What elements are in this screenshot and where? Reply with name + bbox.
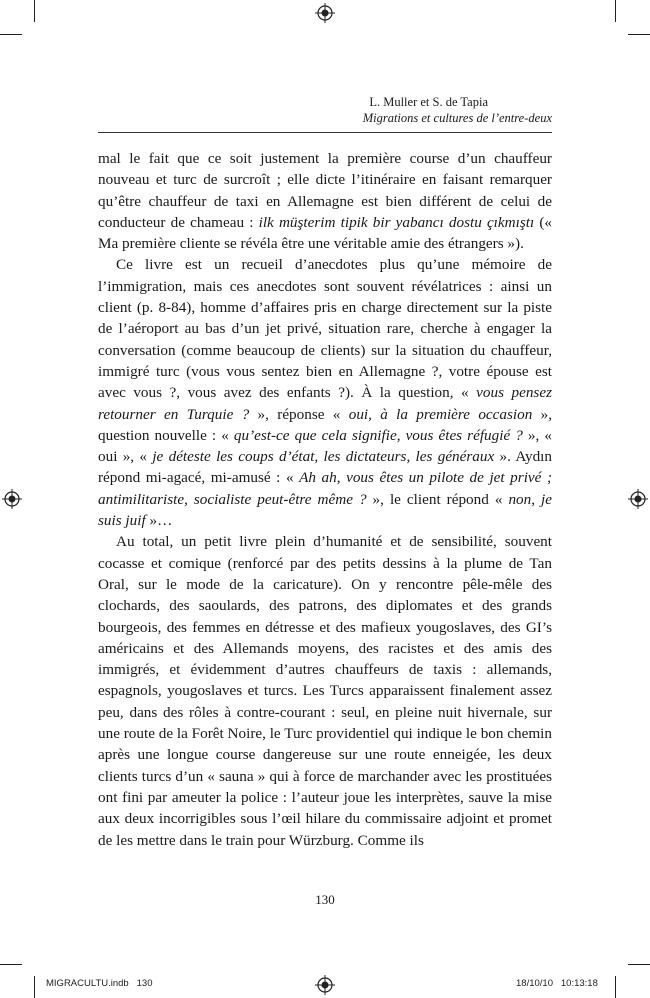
registration-mark-icon bbox=[315, 975, 335, 995]
registration-mark-icon bbox=[2, 489, 22, 509]
page-number: 130 bbox=[315, 892, 335, 907]
body-text bbox=[98, 148, 552, 851]
crop-mark bbox=[615, 0, 616, 22]
crop-mark bbox=[615, 976, 616, 998]
paragraph-2: Ce livre est un recueil d’anecdotes plus qu’une mémoire de l’immigration, mais ces anecdotes sont souvent révélatrices : ainsi un client (p. 8-84), homme d’affaires pris en charge directement sur la piste de l’aéroport au bas d’un jet privé, situation rare, cherche à engager la conversation (comme beaucoup de clients) sur la situation du chauffeur, immigré turc (vous vous sentez bien en Allemagne ?, votre épouse est avec vous ?, vous avez des enfants ?). À la question, « vous pensez retourner en Turquie ? », réponse « oui, à la première occasion », question nouvelle : « qu’est-ce que cela signifie, vous êtes réfugié ? », « oui », « je déteste les coups d’état, les dictateurs, les généraux ». Aydın répond mi-agacé, mi-amusé : « Ah ah, vous êtes un pilote de jet privé ; antimilitariste, socialiste peut-être même ? », le client répond « non, je suis juif »… bbox=[98, 256, 553, 530]
crop-mark bbox=[34, 0, 35, 22]
crop-mark bbox=[0, 964, 22, 965]
crop-mark bbox=[628, 34, 650, 35]
registration-mark-icon bbox=[628, 489, 648, 509]
registration-mark-icon bbox=[315, 3, 335, 23]
header-authors: L. Muller et S. de Tapia bbox=[369, 95, 488, 109]
header-rule bbox=[98, 132, 552, 133]
slug-datetime: 18/10/10 10:13:18 bbox=[516, 978, 598, 989]
header-title: Migrations et cultures de l’entre-deux bbox=[362, 111, 552, 125]
paragraph-3: Au total, un petit livre plein d’humanité et de sensibilité, souvent cocasse et comique (renforcé par des petits dessins à la plume de Tan Oral, sur le mode de la caricature). On y rencontre pêle-mêle des clochards, des saoulards, des patrons, des diplomates et des grands bourgeois, des femmes en détresse et des mafieux yougoslaves, des GI’s américains et des Allemands moyens, des racistes et des amis des immigrés, et évidemment d’autres chauffeurs de taxis : allemands, espagnols, yougoslaves et turcs. Les Turcs apparaissent finalement assez peu, dans des rôles à contre-courant : seul, en pleine nuit hivernale, sur une route de la Forêt Noire, le Turc providentiel qui indique le bon chemin après une longue course dangereuse sur une route enneigée, les deux clients turcs d’un « sauna » qui à force de marchander avec les prostituées ont fini par ameuter la police : l’auteur joue les interprètes, sauve la mise aux deux incorrigibles sous l’œil hilare du commissaire adjoint et promet de les mettre dans le train pour Würzburg. Comme ils bbox=[98, 533, 552, 849]
slug-file: MIGRACULTU.indb 130 bbox=[46, 978, 153, 989]
crop-mark bbox=[34, 976, 35, 998]
paragraph-1: mal le fait que ce soit justement la première course d’un chauffeur nouveau et turc de surcroît ; elle dicte l’itinéraire en faisant remarquer qu’être chauffeur de taxi en Allemagne est bien différent de celui de conducteur de chameau : ilk müşterim tipik bir yabancı dostu çıkmıştı (« Ma première cliente se révéla être une véritable amie des étrangers »). bbox=[98, 150, 552, 253]
running-header bbox=[98, 94, 552, 126]
crop-mark bbox=[628, 964, 650, 965]
crop-mark bbox=[0, 34, 22, 35]
